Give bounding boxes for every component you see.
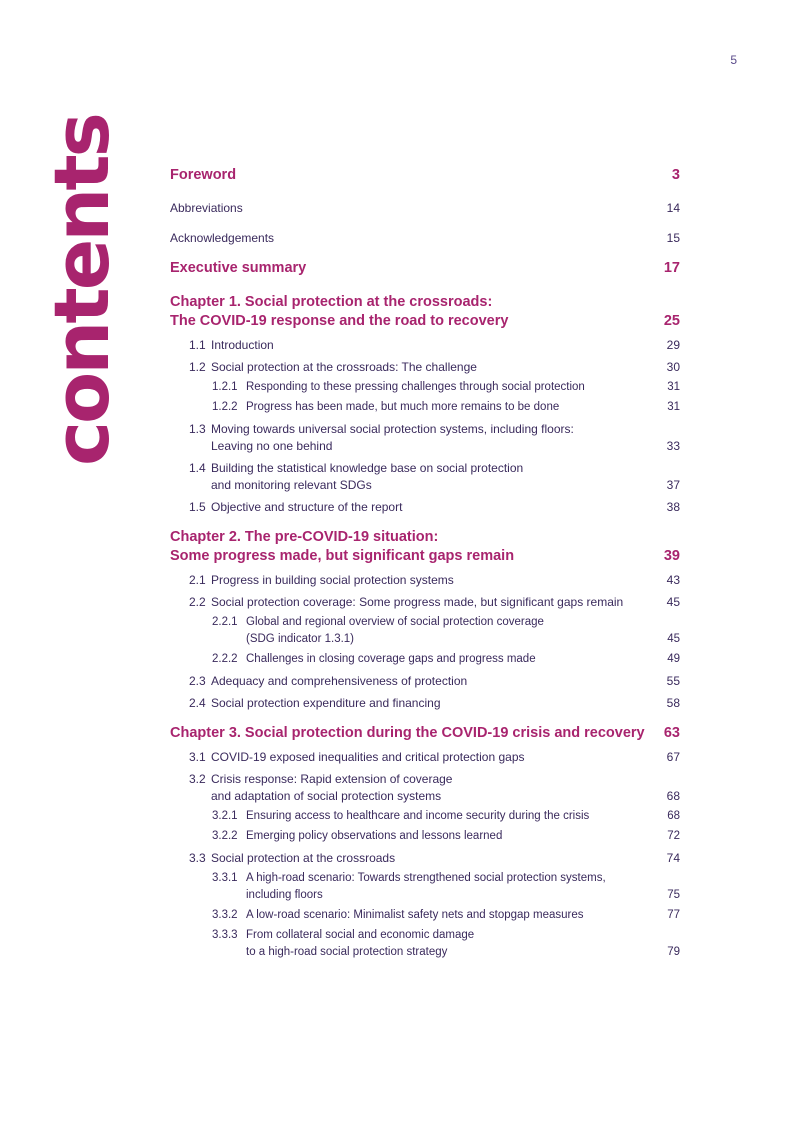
toc-page: 72 <box>667 830 680 842</box>
toc-entry-3-3-3[interactable] <box>170 927 680 961</box>
toc-page: 79 <box>667 946 680 958</box>
toc-title: COVID-19 exposed inequalities and critical protection gaps <box>211 750 525 764</box>
toc-title: Chapter 3. Social protection during the COVID-19 crisis and recovery <box>170 725 645 741</box>
toc-title-line2: (SDG indicator 1.3.1) <box>246 633 355 645</box>
toc-page: 75 <box>667 889 680 901</box>
toc-number: 3.2.2 <box>212 830 238 842</box>
toc-entry-abbreviations[interactable] <box>170 200 680 216</box>
toc-page: 68 <box>666 789 680 803</box>
toc-entry-1-2-1[interactable] <box>170 379 680 396</box>
toc-page: 25 <box>663 313 680 329</box>
toc-entry-chapter-2[interactable] <box>170 528 680 566</box>
toc-number: 1.2.1 <box>212 381 238 393</box>
toc-number: 3.3.2 <box>212 909 238 921</box>
toc-title-line2: to a high-road social protection strategy <box>246 946 448 958</box>
toc-title: Ensuring access to healthcare and income security during the crisis <box>246 810 590 822</box>
toc-page: 31 <box>667 381 680 393</box>
toc-entry-3-2-2[interactable] <box>170 828 680 845</box>
toc-title-line2: and adaptation of social protection systems <box>211 789 442 803</box>
toc-page: 38 <box>666 500 680 514</box>
toc-title: Social protection expenditure and financing <box>211 696 441 710</box>
toc-title-line1: Crisis response: Rapid extension of coverage <box>211 772 453 786</box>
toc-title-line1: Chapter 2. The pre-COVID-19 situation: <box>170 529 439 545</box>
toc-page: 33 <box>666 439 680 453</box>
toc-entry-3-3-1[interactable] <box>170 870 680 904</box>
toc-title-line2: Some progress made, but significant gaps remain <box>170 548 515 564</box>
toc-number: 1.1 <box>189 338 206 352</box>
toc-title-line1: Chapter 1. Social protection at the crossroads: <box>170 294 493 310</box>
toc-page: 39 <box>663 548 680 564</box>
toc-entry-foreword[interactable] <box>170 165 680 185</box>
toc-title-line2: and monitoring relevant SDGs <box>211 478 372 492</box>
toc-number: 3.2 <box>189 772 206 786</box>
toc-page: 14 <box>666 201 680 215</box>
toc-entry-2-4[interactable] <box>170 695 680 712</box>
toc-entry-chapter-1[interactable] <box>170 293 680 331</box>
toc-page: 49 <box>667 653 680 665</box>
toc-title: Social protection at the crossroads <box>211 851 396 865</box>
toc-number: 2.2.1 <box>212 616 238 628</box>
toc-title: Challenges in closing coverage gaps and progress made <box>246 653 536 665</box>
table-of-contents <box>170 165 680 961</box>
toc-entry-2-1[interactable] <box>170 572 680 589</box>
toc-number: 1.4 <box>189 461 206 475</box>
toc-title: Abbreviations <box>170 201 243 215</box>
toc-entry-3-1[interactable] <box>170 749 680 766</box>
toc-title: Social protection at the crossroads: The challenge <box>211 360 477 374</box>
toc-number: 1.2.2 <box>212 401 238 413</box>
toc-title-line2: Leaving no one behind <box>211 439 333 453</box>
toc-entry-2-2[interactable] <box>170 594 680 611</box>
toc-page: 55 <box>666 674 680 688</box>
toc-page: 67 <box>666 750 680 764</box>
toc-page: 43 <box>666 573 680 587</box>
toc-page: 63 <box>663 725 680 741</box>
toc-title: Introduction <box>211 338 274 352</box>
toc-page: 45 <box>667 633 680 645</box>
toc-entry-1-2-2[interactable] <box>170 399 680 416</box>
toc-page: 58 <box>666 696 680 710</box>
toc-entry-3-3[interactable] <box>170 850 680 867</box>
toc-number: 1.3 <box>189 422 206 436</box>
toc-entry-2-3[interactable] <box>170 673 680 690</box>
toc-entry-1-3[interactable] <box>170 421 680 455</box>
toc-number: 1.5 <box>189 500 206 514</box>
toc-title-line1: Global and regional overview of social protection coverage <box>246 616 544 628</box>
page-number: 5 <box>730 53 737 67</box>
toc-title-line2: The COVID-19 response and the road to recovery <box>170 313 509 329</box>
toc-number: 3.3.1 <box>212 872 238 884</box>
toc-page: 30 <box>666 360 680 374</box>
toc-number: 3.3 <box>189 851 206 865</box>
toc-entry-1-4[interactable] <box>170 460 680 494</box>
toc-page: 37 <box>666 478 680 492</box>
toc-entry-executive-summary[interactable] <box>170 259 680 278</box>
toc-entry-2-2-1[interactable] <box>170 614 680 648</box>
toc-title: Progress has been made, but much more remains to be done <box>246 401 560 413</box>
toc-title-line1: Moving towards universal social protection systems, including floors: <box>211 422 574 436</box>
toc-title-line1: From collateral social and economic damage <box>246 929 475 941</box>
toc-number: 2.1 <box>189 573 206 587</box>
toc-number: 3.1 <box>189 750 206 764</box>
toc-page: 45 <box>666 595 680 609</box>
toc-page: 15 <box>666 231 680 245</box>
toc-title: Foreword <box>170 167 237 183</box>
toc-title-line2: including floors <box>246 889 323 901</box>
toc-page: 31 <box>667 401 680 413</box>
toc-title: A low-road scenario: Minimalist safety nets and stopgap measures <box>246 909 584 921</box>
toc-page: 68 <box>667 810 680 822</box>
toc-entry-1-2[interactable] <box>170 359 680 376</box>
toc-page: 77 <box>667 909 680 921</box>
toc-page: 29 <box>666 338 680 352</box>
toc-entry-acknowledgements[interactable] <box>170 230 680 246</box>
toc-title: Adequacy and comprehensiveness of protection <box>211 674 468 688</box>
toc-entry-3-2[interactable] <box>170 771 680 805</box>
toc-title-line1: A high-road scenario: Towards strengthened social protection systems, <box>246 872 606 884</box>
toc-number: 1.2 <box>189 360 206 374</box>
toc-title: Emerging policy observations and lessons learned <box>246 830 503 842</box>
toc-number: 2.4 <box>189 696 206 710</box>
contents-side-title: contents <box>37 115 126 466</box>
toc-entry-2-2-2[interactable] <box>170 651 680 668</box>
toc-entry-chapter-3[interactable] <box>170 724 680 743</box>
toc-title: Responding to these pressing challenges through social protection <box>246 381 585 393</box>
toc-title-line1: Building the statistical knowledge base on social protection <box>211 461 524 475</box>
toc-number: 3.2.1 <box>212 810 238 822</box>
toc-entry-1-5[interactable] <box>170 499 680 516</box>
toc-entry-1-1[interactable] <box>170 337 680 354</box>
toc-page: 17 <box>663 260 680 276</box>
toc-page: 74 <box>666 851 680 865</box>
toc-title: Progress in building social protection systems <box>211 573 454 587</box>
toc-title: Objective and structure of the report <box>211 500 403 514</box>
toc-number: 2.3 <box>189 674 206 688</box>
toc-entry-3-3-2[interactable] <box>170 907 680 924</box>
toc-number: 2.2 <box>189 595 206 609</box>
toc-entry-3-2-1[interactable] <box>170 808 680 825</box>
toc-number: 2.2.2 <box>212 653 238 665</box>
toc-number: 3.3.3 <box>212 929 238 941</box>
toc-page: 3 <box>671 167 680 183</box>
toc-title: Social protection coverage: Some progress made, but significant gaps remain <box>211 595 624 609</box>
toc-title: Executive summary <box>170 260 307 276</box>
toc-title: Acknowledgements <box>170 231 275 245</box>
